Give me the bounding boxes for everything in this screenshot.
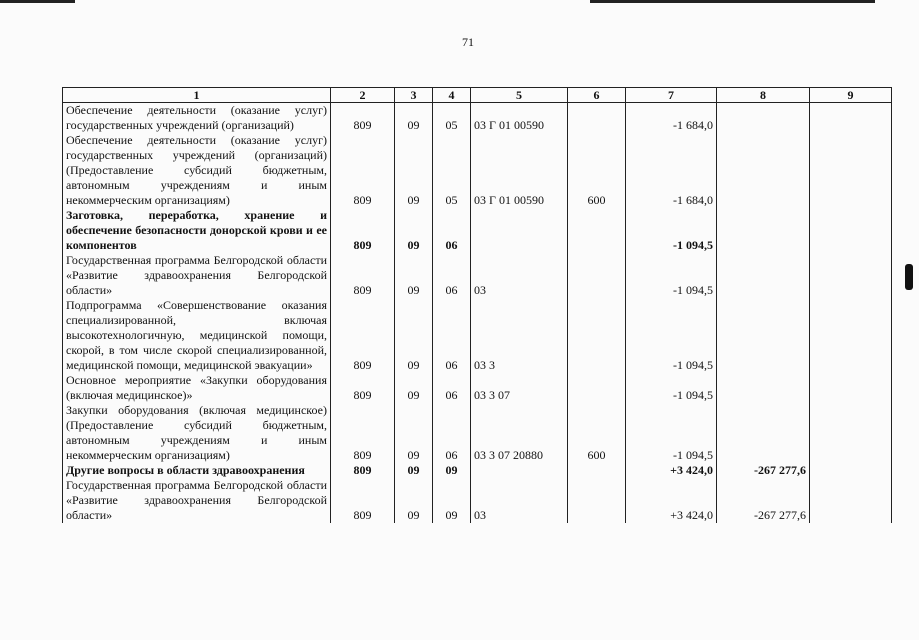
row-expense-type [568, 253, 626, 298]
row-target-article [471, 208, 568, 253]
row-target-article [471, 463, 568, 478]
row-amount-1: -1 094,5 [626, 298, 717, 373]
row-amount-1: -1 684,0 [626, 133, 717, 208]
row-amount-1: -1 094,5 [626, 373, 717, 403]
row-ministry-code: 809 [331, 373, 395, 403]
row-amount-2 [717, 103, 810, 134]
row-amount-1: -1 094,5 [626, 253, 717, 298]
row-amount-3 [810, 208, 892, 253]
row-amount-2 [717, 253, 810, 298]
row-name: Обеспечение деятельности (оказание услуг) государственных учреждений (организаций) (Предоставление субсидий бюджетным, автономным учреждениям и иным некоммерческим организациям) [63, 133, 331, 208]
row-name: Государственная программа Белгородской области «Развитие здравоохранения Белгородской области» [63, 478, 331, 523]
row-amount-1: +3 424,0 [626, 478, 717, 523]
row-name: Основное мероприятие «Закупки оборудования (включая медицинское)» [63, 373, 331, 403]
row-amount-2 [717, 133, 810, 208]
table-row [63, 208, 892, 253]
scan-edge-mark [905, 264, 913, 290]
row-amount-3 [810, 253, 892, 298]
table-row [63, 103, 892, 134]
row-amount-1: -1 684,0 [626, 103, 717, 134]
row-expense-type [568, 298, 626, 373]
row-amount-1: +3 424,0 [626, 463, 717, 478]
row-amount-1: -1 094,5 [626, 208, 717, 253]
table-row [63, 373, 892, 403]
row-amount-2: -267 277,6 [717, 463, 810, 478]
row-ministry-code: 809 [331, 403, 395, 463]
row-ministry-code: 809 [331, 133, 395, 208]
row-amount-3 [810, 298, 892, 373]
row-subsection: 06 [433, 253, 471, 298]
header-col-1: 1 [63, 88, 331, 103]
row-amount-1: -1 094,5 [626, 403, 717, 463]
row-target-article: 03 Г 01 00590 [471, 103, 568, 134]
row-expense-type: 600 [568, 133, 626, 208]
row-target-article: 03 3 07 [471, 373, 568, 403]
row-subsection: 05 [433, 103, 471, 134]
row-target-article: 03 Г 01 00590 [471, 133, 568, 208]
row-name: Другие вопросы в области здравоохранения [63, 463, 331, 478]
row-subsection: 05 [433, 133, 471, 208]
row-target-article: 03 [471, 253, 568, 298]
table-row [63, 478, 892, 523]
row-expense-type [568, 463, 626, 478]
row-name: Подпрограмма «Совершенствование оказания специализированной, включая высокотехнологичную, медицинской помощи, скорой, в том числе скорой специализированной, медицинской помощи, медицинской эвакуации» [63, 298, 331, 373]
table-row [63, 133, 892, 208]
row-section: 09 [395, 478, 433, 523]
table-row [63, 463, 892, 478]
row-expense-type [568, 478, 626, 523]
row-section: 09 [395, 103, 433, 134]
row-amount-3 [810, 133, 892, 208]
row-subsection: 06 [433, 208, 471, 253]
row-ministry-code: 809 [331, 253, 395, 298]
row-section: 09 [395, 298, 433, 373]
row-expense-type [568, 103, 626, 134]
row-amount-2 [717, 298, 810, 373]
header-col-7: 7 [626, 88, 717, 103]
row-expense-type [568, 208, 626, 253]
row-section: 09 [395, 403, 433, 463]
row-target-article: 03 3 [471, 298, 568, 373]
row-subsection: 06 [433, 298, 471, 373]
table-row [63, 298, 892, 373]
row-expense-type [568, 373, 626, 403]
row-ministry-code: 809 [331, 463, 395, 478]
header-col-8: 8 [717, 88, 810, 103]
table-row [63, 253, 892, 298]
page-number: 71 [462, 35, 474, 49]
row-section: 09 [395, 253, 433, 298]
row-ministry-code: 809 [331, 103, 395, 134]
table-row [63, 403, 892, 463]
row-section: 09 [395, 463, 433, 478]
row-amount-2: -267 277,6 [717, 478, 810, 523]
row-name: Обеспечение деятельности (оказание услуг) государственных учреждений (организаций) [63, 103, 331, 134]
row-expense-type: 600 [568, 403, 626, 463]
row-subsection: 06 [433, 403, 471, 463]
top-rule-left [0, 0, 75, 3]
row-section: 09 [395, 208, 433, 253]
row-subsection: 09 [433, 463, 471, 478]
header-col-4: 4 [433, 88, 471, 103]
row-amount-3 [810, 403, 892, 463]
header-col-3: 3 [395, 88, 433, 103]
row-ministry-code: 809 [331, 208, 395, 253]
header-col-5: 5 [471, 88, 568, 103]
row-amount-2 [717, 373, 810, 403]
row-name: Закупки оборудования (включая медицинское) (Предоставление субсидий бюджетным, автономным учреждениям и иным некоммерческим организациям) [63, 403, 331, 463]
header-col-2: 2 [331, 88, 395, 103]
row-ministry-code: 809 [331, 478, 395, 523]
row-amount-2 [717, 403, 810, 463]
row-amount-3 [810, 373, 892, 403]
row-amount-3 [810, 103, 892, 134]
row-target-article: 03 3 07 20880 [471, 403, 568, 463]
row-ministry-code: 809 [331, 298, 395, 373]
header-col-9: 9 [810, 88, 892, 103]
row-name: Заготовка, переработка, хранение и обеспечение безопасности донорской крови и ее компонентов [63, 208, 331, 253]
row-target-article: 03 [471, 478, 568, 523]
row-section: 09 [395, 373, 433, 403]
header-row [63, 88, 892, 103]
row-amount-3 [810, 478, 892, 523]
budget-table [62, 87, 892, 523]
row-amount-2 [717, 208, 810, 253]
header-col-6: 6 [568, 88, 626, 103]
row-section: 09 [395, 133, 433, 208]
top-rule-right [590, 0, 875, 3]
row-amount-3 [810, 463, 892, 478]
row-subsection: 06 [433, 373, 471, 403]
row-subsection: 09 [433, 478, 471, 523]
row-name: Государственная программа Белгородской области «Развитие здравоохранения Белгородской области» [63, 253, 331, 298]
